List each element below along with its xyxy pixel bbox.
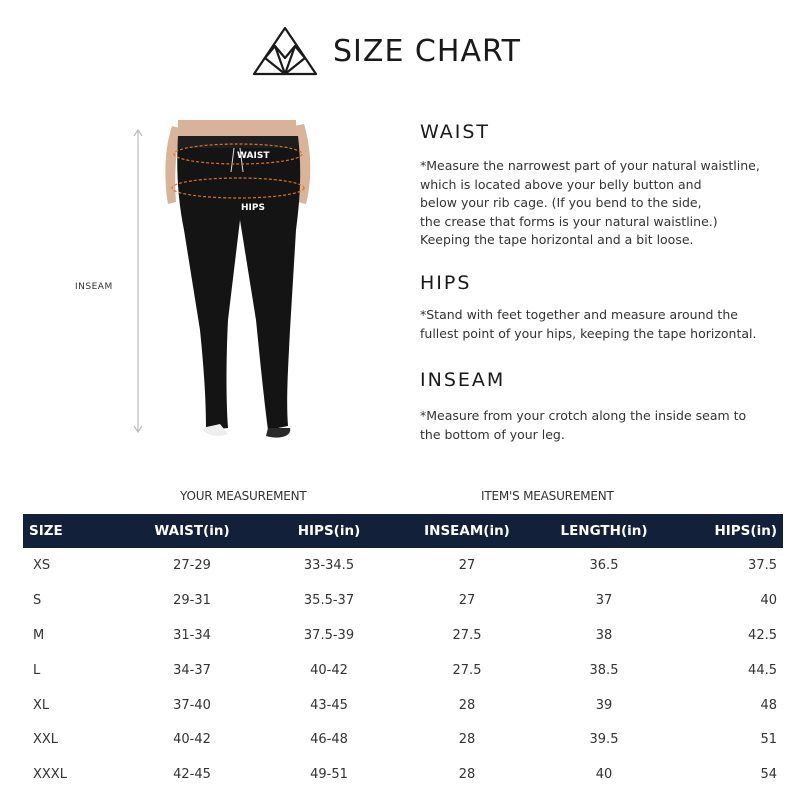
mountain-triangle-logo-icon — [250, 26, 320, 78]
cell-waist: 31-34 — [173, 627, 211, 643]
cell-waist: 34-37 — [173, 662, 211, 678]
col-header-length: LENGTH(in) — [527, 514, 681, 548]
hips-figure-label: HIPS — [241, 203, 265, 213]
cell-size: XXXL — [33, 767, 67, 783]
cell-size: XL — [33, 697, 50, 713]
cell-length: 36.5 — [589, 557, 619, 573]
col-header-waist: WAIST(in) — [133, 514, 251, 548]
cell-size: XS — [33, 557, 51, 573]
cell-size: XXL — [33, 732, 59, 748]
cell-waist: 27-29 — [173, 557, 211, 573]
cell-inseam: 27.5 — [452, 627, 482, 643]
table-row — [23, 757, 783, 792]
table-header-row — [23, 514, 783, 548]
waist-instructions — [420, 157, 795, 250]
cell-hips: 33-34.5 — [303, 557, 355, 573]
waist-line-5: Keeping the tape horizontal and a bit loose. — [420, 232, 694, 247]
cell-item-hips: 37.5 — [748, 557, 777, 573]
page-title: SIZE CHART — [333, 34, 521, 69]
cell-inseam: 28 — [458, 767, 476, 783]
right-shoe — [266, 428, 290, 438]
waist-line-3: below your rib cage. (If you bend to the side, — [420, 195, 702, 210]
model-jogger-illustration — [60, 110, 340, 450]
cell-inseam: 27 — [458, 592, 476, 608]
cell-size: M — [33, 627, 45, 643]
your-measurement-label: YOUR MEASUREMENT — [180, 489, 307, 503]
table-row — [23, 618, 783, 653]
inseam-line-1: *Measure from your crotch along the inside seam to — [420, 408, 747, 423]
waist-line-4: the crease that forms is your natural waistline.) — [420, 213, 718, 229]
table-row — [23, 653, 783, 688]
hips-line-1: *Stand with feet together and measure around the — [420, 307, 738, 322]
cell-waist: 40-42 — [173, 732, 211, 748]
cell-inseam: 27 — [458, 557, 476, 573]
table-row — [23, 548, 783, 583]
inseam-measure-line — [134, 130, 142, 432]
cell-item-hips: 40 — [760, 592, 777, 608]
waist-heading: WAIST — [420, 121, 491, 143]
cell-length: 37 — [595, 592, 613, 608]
size-table — [23, 514, 783, 792]
cell-size: L — [33, 662, 41, 678]
cell-item-hips: 51 — [760, 732, 777, 748]
cell-waist: 37-40 — [173, 697, 211, 713]
hips-line-2: fullest point of your hips, keeping the tape horizontal. — [420, 325, 757, 341]
cell-hips: 43-45 — [310, 697, 348, 713]
waist-line-1: *Measure the narrowest part of your natural waistline, — [420, 158, 760, 173]
cell-item-hips: 54 — [760, 767, 777, 783]
cell-length: 40 — [595, 767, 613, 783]
cell-size: S — [33, 592, 42, 608]
cell-length: 39.5 — [589, 732, 619, 748]
cell-inseam: 27.5 — [452, 662, 482, 678]
hips-instructions — [420, 306, 795, 343]
waist-figure-label: WAIST — [237, 151, 270, 161]
table-row — [23, 722, 783, 757]
cell-length: 39 — [595, 697, 613, 713]
cell-inseam: 28 — [458, 697, 476, 713]
item-measurement-label: ITEM'S MEASUREMENT — [481, 489, 614, 503]
inseam-figure-label: INSEAM — [75, 282, 113, 292]
cell-inseam: 28 — [458, 732, 476, 748]
col-header-hips: HIPS(in) — [251, 514, 407, 548]
cell-length: 38 — [595, 627, 613, 643]
cell-waist: 29-31 — [173, 592, 211, 608]
header — [0, 22, 800, 82]
col-header-item-hips: HIPS(in) — [681, 514, 783, 548]
cell-hips: 49-51 — [310, 767, 348, 783]
inseam-instructions — [420, 407, 795, 444]
waist-line-2: which is located above your belly button and — [420, 176, 702, 192]
inseam-heading: INSEAM — [420, 369, 506, 391]
cell-waist: 42-45 — [173, 767, 211, 783]
cell-length: 38.5 — [589, 662, 619, 678]
inseam-line-2: the bottom of your leg. — [420, 426, 565, 442]
cell-hips: 46-48 — [310, 732, 348, 748]
hips-heading: HIPS — [420, 272, 472, 294]
cell-hips: 35.5-37 — [303, 592, 355, 608]
cell-item-hips: 48 — [760, 697, 777, 713]
table-row — [23, 583, 783, 618]
col-header-size: SIZE — [23, 514, 133, 548]
cell-item-hips: 44.5 — [748, 662, 777, 678]
cell-hips: 37.5-39 — [303, 627, 355, 643]
col-header-inseam: INSEAM(in) — [407, 514, 527, 548]
table-row — [23, 688, 783, 723]
cell-hips: 40-42 — [310, 662, 348, 678]
cell-item-hips: 42.5 — [748, 627, 777, 643]
